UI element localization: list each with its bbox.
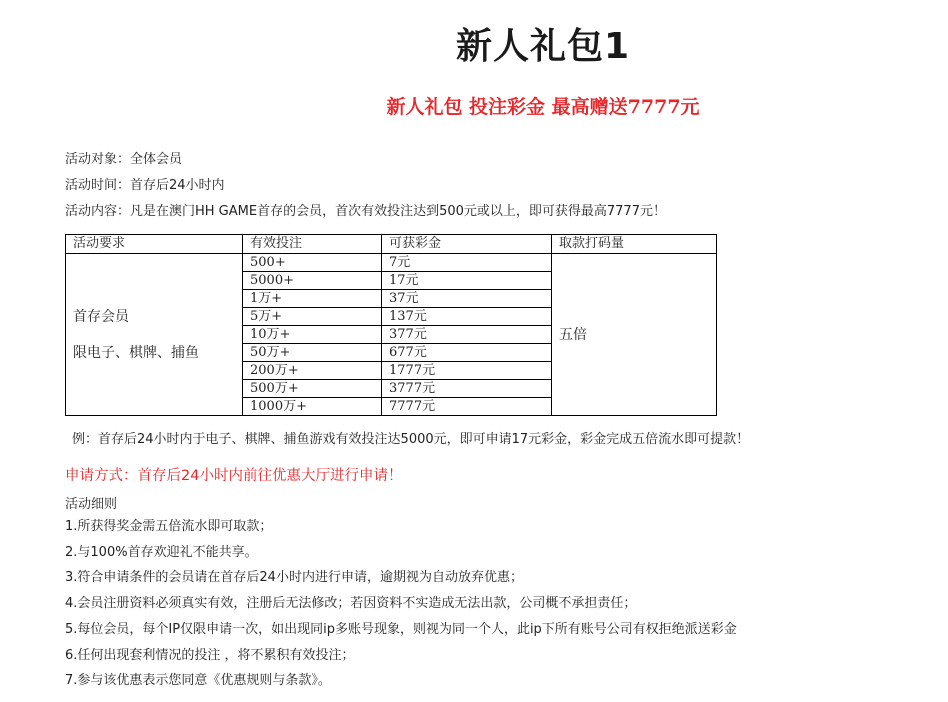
bonus-cell: 17元 [382,272,552,290]
bonus-cell: 7元 [382,254,552,272]
activity-target: 活动对象：全体会员 [65,152,183,167]
bonus-cell: 1777元 [382,362,552,380]
bonus-table [65,234,717,416]
bet-cell: 1000万+ [243,398,382,416]
activity-content: 活动内容：凡是在澳门HH GAME首存的会员，首次有效投注达到500元或以上，即可获得最高7777元！ [65,204,666,219]
table-header-row [66,235,717,254]
spacer [73,325,235,345]
header-requirement: 活动要求 [66,235,243,254]
bet-cell: 5000+ [243,272,382,290]
promo-subtitle: 新人礼包 投注彩金 最高赠送7777元 [386,96,700,118]
rules-title: 活动细则 [65,497,118,512]
bet-cell: 200万+ [243,362,382,380]
example-text: 例：首存后24小时内于电子、棋牌、捕鱼游戏有效投注达5000元，即可申请17元彩金，彩金完成五倍流水即可提款！ [72,432,750,447]
bet-cell: 1万+ [243,290,382,308]
table-body [66,254,717,416]
rule-item: 3.符合申请条件的会员请在首存后24小时内进行申请，逾期视为自动放弃优惠； [65,570,523,585]
rollover-cell: 五倍 [552,254,717,416]
rule-item: 7.参与该优惠表示您同意《优惠规则与条款》。 [65,673,331,688]
rule-item: 6.任何出现套利情况的投注 ，将不累积有效投注； [65,648,355,663]
page-title: 新人礼包1 [455,26,631,67]
table-row [66,254,717,272]
bonus-cell: 3777元 [382,380,552,398]
bonus-cell: 377元 [382,326,552,344]
rule-item: 1.所获得奖金需五倍流水即可取款； [65,519,273,534]
header-valid-bet: 有效投注 [243,235,382,254]
bonus-cell: 37元 [382,290,552,308]
bonus-cell: 137元 [382,308,552,326]
requirement-member: 首存会员 [73,308,129,325]
bonus-cell: 7777元 [382,398,552,416]
bet-cell: 10万+ [243,326,382,344]
rule-item: 2.与100%首存欢迎礼不能共享。 [65,545,258,560]
apply-method: 申请方式：首存后24小时内前往优惠大厅进行申请！ [65,468,403,484]
requirement-cell [66,254,243,416]
header-bonus: 可获彩金 [382,235,552,254]
bet-cell: 5万+ [243,308,382,326]
bet-cell: 500万+ [243,380,382,398]
bonus-cell: 677元 [382,344,552,362]
bet-cell: 50万+ [243,344,382,362]
header-rollover: 取款打码量 [552,235,717,254]
rule-item: 5.每位会员，每个IP仅限申请一次，如出现同ip多账号现象，则视为同一个人，此ip下所有账号公司有权拒绝派送彩金 [65,622,737,637]
bet-cell: 500+ [243,254,382,272]
activity-time: 活动时间：首存后24小时内 [65,178,225,193]
rule-item: 4.会员注册资料必须真实有效，注册后无法修改；若因资料不实造成无法出款，公司概不承担责任； [65,596,637,611]
requirement-games: 限电子、棋牌、捕鱼 [73,344,199,361]
